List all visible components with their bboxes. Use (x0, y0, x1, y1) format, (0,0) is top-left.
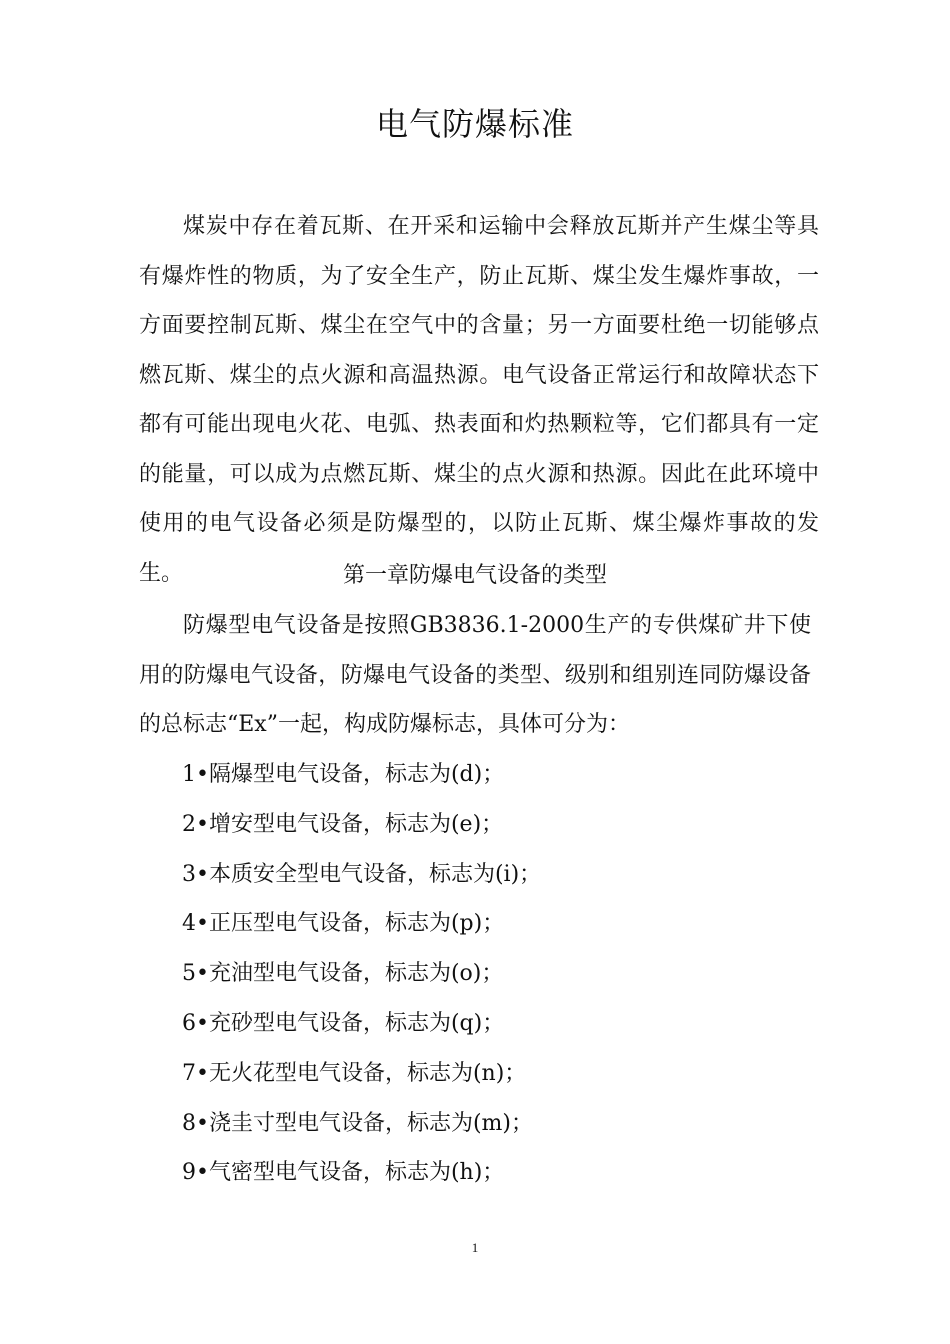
equipment-type-list (182, 750, 541, 1198)
list-item: 6•充砂型电气设备，标志为(q)； (182, 1010, 505, 1036)
chapter-heading: 第一章防爆电气设备的类型 (342, 563, 607, 588)
list-item: 3•本质安全型电气设备，标志为(i)； (182, 861, 542, 887)
list-item: 8•浇圭寸型电气设备，标志为(m)； (182, 1110, 534, 1136)
intro-paragraph: 煤炭中存在着瓦斯、在开采和运输中会释放瓦斯并产生煤尘等具有爆炸性的物质，为了安全生产，防止瓦斯、煤尘发生爆炸事故，一方面要控制瓦斯、煤尘在空气中的含量；另一方面要杜绝一切能够点燃瓦斯、煤尘的点火源和高温热源。电气设备正常运行和故障状态下都有可能出现电火花、电弧、热表面和灼热颗粒等，它们都具有一定的能量，可以成为点燃瓦斯、煤尘的点火源和热源。因此在此环境中使用的电气设备必须是防爆型的，以防止瓦斯、煤尘爆炸事故的发生。 (139, 214, 819, 586)
list-item: 7•无火花型电气设备，标志为(n)； (182, 1060, 527, 1086)
list-item: 9•气密型电气设备，标志为(h)； (182, 1160, 505, 1186)
list-item: 5•充油型电气设备，标志为(o)； (182, 961, 504, 987)
list-item: 1•隔爆型电气设备，标志为(d)； (182, 762, 505, 787)
list-item: 2•增安型电气设备，标志为(e)； (182, 811, 504, 837)
page-number: 1 (471, 1240, 479, 1255)
document-title: 电气防爆标准 (375, 105, 574, 143)
chapter-paragraph: 防爆型电气设备是按照GB3836.1-2000生产的专供煤矿井下使用的防爆电气设备，防爆电气设备的类型、级别和组别连同防爆设备的总标志“Ex”一起，构成防爆标志，具体可分为： (139, 613, 811, 737)
list-item: 4•正压型电气设备，标志为(p)； (182, 911, 505, 937)
